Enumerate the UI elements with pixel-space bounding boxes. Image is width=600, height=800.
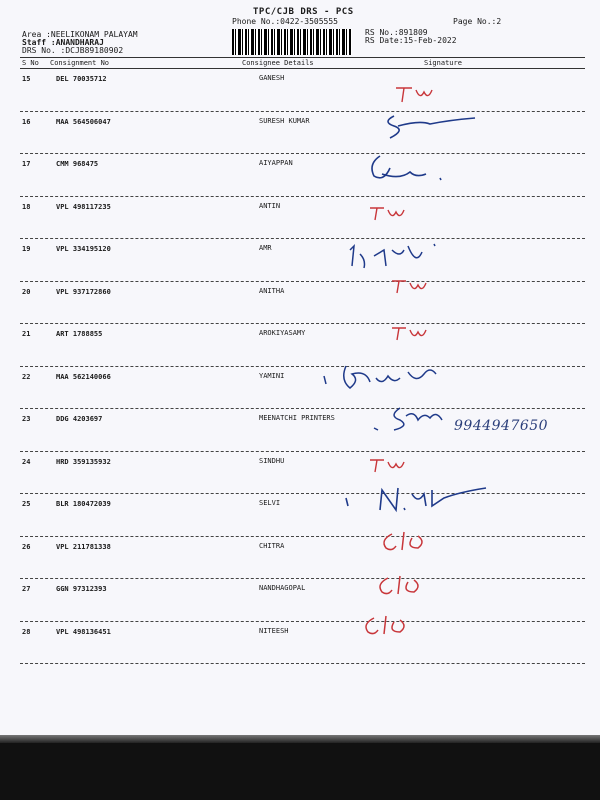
- row-serial-number: 15: [22, 75, 31, 83]
- row-consignee-name: CHITRA: [259, 541, 285, 550]
- column-header-sno: S No: [22, 59, 39, 67]
- row-serial-number: 26: [22, 542, 31, 551]
- row-consignee-name: MEENATCHI PRINTERS: [259, 414, 335, 422]
- row-consignment-number: BLR 180472039: [56, 500, 111, 508]
- header-bottom-rule: [20, 68, 585, 69]
- row-divider: [20, 196, 585, 197]
- table-row: [20, 114, 585, 155]
- table-row: [20, 581, 585, 622]
- row-serial-number: 28: [22, 627, 31, 636]
- row-serial-number: 22: [22, 372, 31, 381]
- row-consignment-number: DEL 70035712: [56, 75, 107, 83]
- signature-row-15: [392, 80, 442, 106]
- row-consignee-name: ANTIN: [259, 201, 281, 210]
- row-divider: [20, 281, 585, 282]
- row-consignee-name: NANDHAGOPAL: [259, 584, 306, 592]
- table-row: [20, 496, 585, 537]
- row-serial-number: 18: [22, 202, 31, 211]
- signature-row-22: [320, 360, 450, 396]
- row-consignee-name: AIYAPPAN: [259, 159, 293, 167]
- row-divider: [20, 621, 585, 622]
- row-consignee-name: NITEESH: [259, 626, 289, 635]
- row-divider: [20, 408, 585, 409]
- row-consignment-number: VPL 334195120: [56, 245, 111, 253]
- scan-edge: [0, 735, 600, 743]
- row-serial-number: 20: [22, 287, 31, 296]
- row-consignment-number: VPL 211781338: [56, 542, 111, 551]
- row-divider: [20, 366, 585, 367]
- signature-row-20: [390, 273, 434, 297]
- signature-row-18: [368, 200, 412, 224]
- table-row: [20, 156, 585, 197]
- document-title: TPC/CJB DRS - PCS: [253, 7, 354, 17]
- row-consignment-number: VPL 498117235: [56, 202, 111, 211]
- row-consignment-number: ART 1788855: [56, 330, 103, 338]
- row-consignment-number: HRD 359135932: [56, 457, 111, 466]
- row-consignee-name: AMR: [259, 244, 272, 252]
- signature-row-17: [360, 150, 450, 190]
- handwritten-phone-number: 9944947650: [454, 418, 549, 434]
- row-consignee-name: SINDHU: [259, 456, 285, 465]
- barcode: [232, 29, 352, 55]
- page-number: Page No.:2: [453, 17, 502, 26]
- column-header-signature: Signature: [424, 59, 462, 67]
- table-row: [20, 241, 585, 282]
- row-divider: [20, 238, 585, 239]
- row-consignment-number: DDG 4203697: [56, 415, 103, 423]
- signature-row-19: [344, 236, 444, 276]
- row-consignment-number: CMM 968475: [56, 160, 99, 168]
- signature-row-16: [380, 108, 480, 148]
- row-consignment-number: GGN 97312393: [56, 585, 107, 593]
- row-serial-number: 19: [22, 245, 31, 253]
- signature-row-24: [368, 452, 412, 476]
- column-header-consignment: Consignment No: [50, 59, 110, 67]
- table-row: [20, 284, 585, 325]
- row-divider: [20, 323, 585, 324]
- signature-row-21: [390, 320, 434, 344]
- row-serial-number: 17: [22, 160, 31, 168]
- row-consignee-name: ANITHA: [259, 286, 285, 295]
- row-consignee-name: SURESH KUMAR: [259, 116, 310, 125]
- row-consignee-name: GANESH: [259, 74, 285, 82]
- signature-row-26: [378, 528, 438, 556]
- row-serial-number: 16: [22, 117, 31, 126]
- rs-date: RS Date:15-Feb-2022: [365, 36, 457, 45]
- table-row: [20, 199, 585, 240]
- row-divider: [20, 451, 585, 452]
- signature-row-27: [374, 572, 434, 598]
- row-divider: [20, 493, 585, 494]
- table-row: [20, 539, 585, 580]
- row-divider: [20, 578, 585, 579]
- row-consignment-number: VPL 498136451: [56, 627, 111, 636]
- row-consignment-number: MAA 564506047: [56, 117, 111, 126]
- row-consignment-number: MAA 562140066: [56, 372, 111, 381]
- phone-number: Phone No.:0422-3505555: [232, 17, 338, 26]
- row-divider: [20, 153, 585, 154]
- scan-dark-border: [0, 735, 600, 800]
- row-serial-number: 27: [22, 585, 31, 593]
- table-row: [20, 624, 585, 665]
- table-row: [20, 71, 585, 112]
- row-divider: [20, 663, 585, 664]
- staff-label: Staff :ANANDHARAJ: [22, 38, 104, 47]
- signature-row-28: [360, 610, 420, 638]
- table-row: [20, 369, 585, 410]
- row-consignee-name: AROKIYASAMY: [259, 329, 306, 337]
- rs-number: RS No.:891809: [365, 28, 428, 37]
- drs-number: DRS No. :DCJB89180902: [22, 46, 124, 55]
- table-row: [20, 326, 585, 367]
- signature-row-25: [340, 480, 490, 520]
- row-serial-number: 21: [22, 330, 31, 338]
- row-consignee-name: SELVI: [259, 499, 281, 507]
- row-serial-number: 23: [22, 415, 31, 423]
- row-serial-number: 24: [22, 457, 31, 466]
- row-divider: [20, 111, 585, 112]
- table-row: [20, 454, 585, 495]
- row-serial-number: 25: [22, 500, 31, 508]
- header-top-rule: [20, 57, 585, 58]
- row-consignment-number: VPL 937172860: [56, 287, 111, 296]
- row-divider: [20, 536, 585, 537]
- area-label: Area :NEELIKONAM PALAYAM: [22, 30, 138, 39]
- row-consignee-name: YAMINI: [259, 371, 285, 380]
- column-header-consignee: Consignee Details: [242, 59, 314, 67]
